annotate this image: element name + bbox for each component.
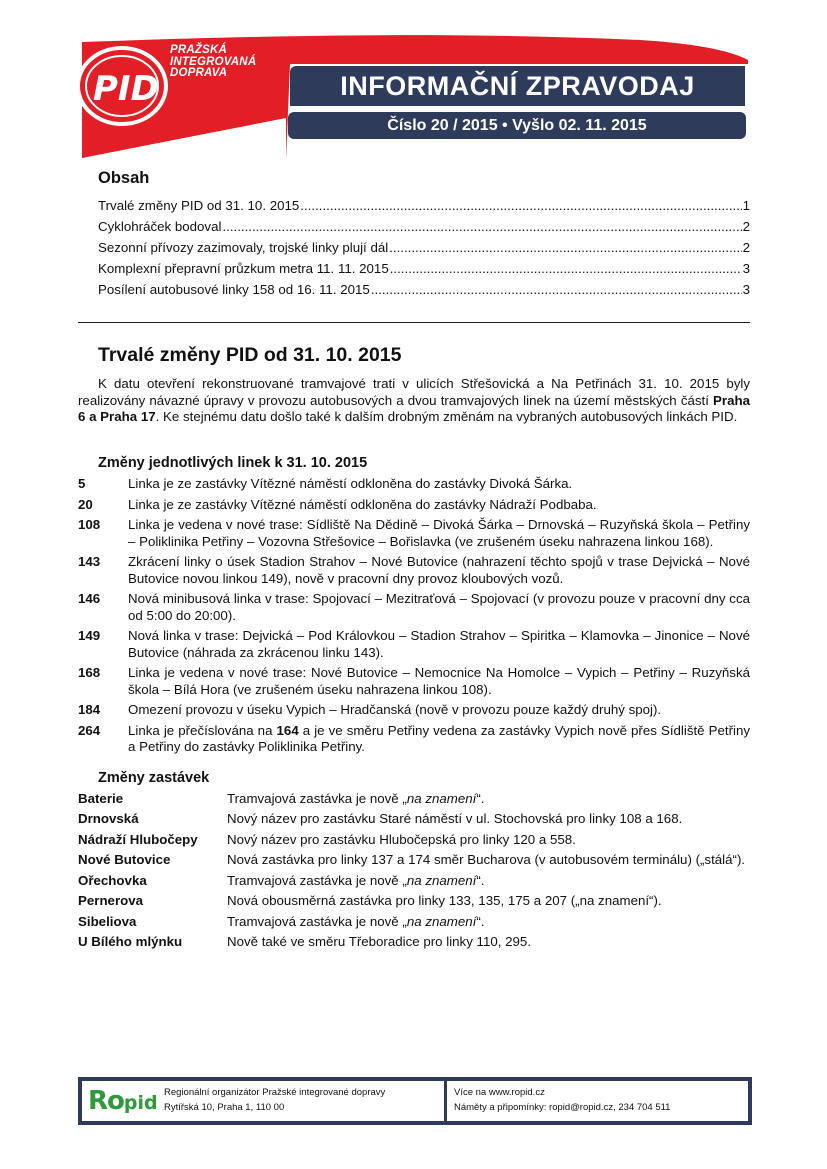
- organization-address: Rytířská 10, Praha 1, 110 00: [164, 1102, 285, 1113]
- footer: [78, 1077, 752, 1125]
- footer-separator: [444, 1081, 447, 1121]
- line-number: 5: [78, 476, 86, 491]
- toc-item-title: Trvalé změny PID od 31. 10. 2015: [98, 198, 300, 213]
- line-change-row: [78, 702, 750, 719]
- toc-leader: [371, 279, 742, 300]
- stop-change-text: [227, 873, 750, 890]
- stop-text: Nový název pro zastávku Hlubočepská pro linky 120 a 558.: [227, 831, 576, 847]
- toc-item-page: 2: [742, 240, 750, 255]
- stop-name: Sibeliova: [78, 913, 137, 929]
- toc-title: Obsah: [98, 169, 150, 187]
- stop-change-text: [227, 914, 750, 931]
- line-change-row: [78, 591, 750, 624]
- stop-text-end: “.: [476, 872, 485, 888]
- toc-item[interactable]: [98, 237, 750, 258]
- stop-name: Ořechovka: [78, 872, 147, 888]
- line-number: 149: [78, 628, 101, 643]
- line-change-row: [78, 628, 750, 661]
- line-change-text: Nová minibusová linka v trase: Spojovací – Mezitraťová – Spojovací (v provozu pouze v pracovní dny cca od 5:00 do 20:00).: [128, 591, 750, 623]
- stop-change-text: [227, 811, 750, 828]
- stop-text-italic: na znamení: [406, 790, 477, 806]
- toc-item-title: Posílení autobusové linky 158 od 16. 11. 2015: [98, 282, 370, 297]
- line-number: 184: [78, 702, 101, 717]
- toc-leader: [390, 258, 742, 279]
- stop-text-end: “.: [476, 790, 485, 806]
- stops-heading: Změny zastávek: [98, 769, 210, 786]
- toc-item[interactable]: [98, 216, 750, 237]
- toc-item-title: Cyklohráček bodoval: [98, 219, 222, 234]
- toc-leader: [222, 216, 741, 237]
- stop-text: Tramvajová zastávka je nově „: [227, 872, 407, 888]
- website-link[interactable]: Více na www.ropid.cz: [454, 1087, 545, 1098]
- toc-item-page: 1: [742, 198, 750, 213]
- ropid-logo: [88, 1084, 158, 1120]
- stop-text: Nová obousměrná zastávka pro linky 133, 135, 175 a 207 („na znamení“).: [227, 893, 662, 908]
- toc-item[interactable]: [98, 279, 750, 300]
- stop-change-row: [78, 934, 750, 951]
- line-change-text: Zkrácení linky o úsek Stadion Strahov – Nové Butovice (nahrazení těchto spojů v trase Dejvická – Nové Butovice novou linkou 149), nově v pracovní dny provoz kloubových vozů.: [128, 554, 750, 586]
- intro-bold: Praha 6 a Praha 17: [78, 392, 750, 424]
- brand-name: [170, 45, 256, 80]
- brand-line-3: DOPRAVA: [170, 67, 228, 79]
- toc-item-title: Sezonní přívozy zazimovaly, trojské linky plují dál: [98, 240, 389, 255]
- stop-name: Drnovská: [78, 811, 139, 826]
- section-divider: [78, 322, 750, 323]
- stop-name: Nové Butovice: [78, 852, 171, 867]
- stop-change-text: [227, 893, 750, 910]
- line-264-new-number: 164: [276, 722, 299, 738]
- line-number: 168: [78, 665, 101, 680]
- stop-change-text: [227, 852, 750, 869]
- stop-change-row: [78, 893, 750, 910]
- line-change-row: [78, 497, 750, 514]
- footer-content: [82, 1081, 748, 1121]
- stop-change-text: [227, 832, 750, 849]
- stop-name: Nádraží Hlubočepy: [78, 831, 198, 847]
- stop-text: Tramvajová zastávka je nově „: [227, 790, 407, 806]
- footer-organization: [164, 1085, 385, 1115]
- line-change-row: [78, 476, 750, 493]
- line-number: 20: [78, 496, 93, 512]
- header: [0, 0, 827, 160]
- brand-line-1: PRAŽSKÁ: [170, 44, 227, 56]
- stop-change-row: [78, 852, 750, 869]
- line-change-text: Linka je ze zastávky Vítězné náměstí odkloněna do zastávky Divoká Šárka.: [128, 476, 573, 491]
- line-number: 146: [78, 591, 101, 606]
- stop-name: Baterie: [78, 790, 124, 806]
- intro-text-end: . Ke stejnému datu došlo také k dalším drobným změnám na vybraných autobusových linkách PID.: [155, 409, 738, 424]
- line-change-text: [128, 723, 750, 756]
- line-change-row: [78, 723, 750, 756]
- lines-heading: Změny jednotlivých linek k 31. 10. 2015: [98, 455, 368, 471]
- stop-text: Nově také ve směru Třeboradice pro linky 110, 295.: [227, 934, 532, 949]
- line-change-text: Linka je ze zastávky Vítězné náměstí odkloněna do zastávky Nádraží Podbaba.: [128, 496, 597, 512]
- stop-change-text: [227, 934, 750, 951]
- line-change-row: [78, 554, 750, 587]
- line-number: 143: [78, 554, 101, 569]
- line-change-text: Linka je vedena v nové trase: Nové Butovice – Nemocnice Na Homolce – Vypich – Petřiny – Ruzyňská škola – Bílá Hora (ve zrušeném úseku nahrazena linkou 108).: [128, 665, 750, 697]
- line-number: 108: [78, 517, 101, 532]
- line-number: 264: [78, 722, 101, 738]
- stop-text: Nový název pro zastávku Staré náměstí v ul. Stochovská pro linky 108 a 168.: [227, 811, 683, 826]
- stop-change-text: [227, 791, 750, 808]
- issue-info: Číslo 20 / 2015 • Vyšlo 02. 11. 2015: [288, 112, 746, 139]
- toc-leader: [389, 237, 741, 258]
- toc-item[interactable]: [98, 195, 750, 216]
- toc-item-title: Komplexní přepravní průzkum metra 11. 11. 2015: [98, 261, 389, 276]
- line-change-text: Nová linka v trase: Dejvická – Pod Královkou – Stadion Strahov – Spiritka – Klamovka – Jinonice – Nové Butovice (náhrada za zkrácenou linku 143).: [128, 628, 750, 660]
- toc-leader: [300, 195, 741, 216]
- toc-item-page: 3: [742, 282, 750, 297]
- toc-item[interactable]: [98, 258, 750, 279]
- stop-change-row: [78, 873, 750, 890]
- toc-item-page: 3: [742, 261, 750, 276]
- stop-change-row: [78, 811, 750, 828]
- stop-name: Pernerova: [78, 893, 144, 908]
- stop-text: Tramvajová zastávka je nově „: [227, 913, 407, 929]
- contact-info[interactable]: Náměty a připomínky: ropid@ropid.cz, 234 704 511: [454, 1102, 671, 1113]
- organization-name: Regionální organizátor Pražské integrované dopravy: [164, 1087, 386, 1098]
- table-of-contents: [98, 167, 750, 300]
- line-change-text: Omezení provozu v úseku Vypich – Hradčanská (nově v provozu pouze každý druhý spoj).: [128, 702, 662, 717]
- article: [78, 342, 750, 955]
- intro-text: K datu otevření rekonstruované tramvajové trati v ulicích Střešovická a Na Petřinách 31. 10. 2015 byly realizovány návazné úpravy v provozu autobusových a dvou tramvajových linek na území městských částí: [78, 376, 750, 408]
- line-264-text: Linka je přečíslována na: [128, 722, 277, 738]
- newsletter-title: INFORMAČNÍ ZPRAVODAJ: [290, 66, 745, 106]
- ropid-logo-pid: pid: [123, 1092, 158, 1114]
- article-intro: [78, 376, 750, 442]
- footer-contact: [454, 1085, 670, 1115]
- brand-line-2: INTEGROVANÁ: [170, 55, 257, 68]
- stop-change-row: [78, 791, 750, 808]
- stop-text: Nová zastávka pro linky 137 a 174 směr Bucharova (v autobusovém terminálu) („stálá“).: [227, 852, 746, 867]
- stop-change-row: [78, 914, 750, 931]
- line-264-text-end: a je ve směru Petřiny vedena za zastávky Vypich nově přes Sídliště Petřiny a Petřiny do zastávky Poliklinika Petřiny.: [128, 722, 750, 754]
- line-change-row: [78, 517, 750, 550]
- stop-change-row: [78, 832, 750, 849]
- stop-name: U Bílého mlýnku: [78, 934, 183, 949]
- ropid-logo-ro: Ro: [88, 1086, 124, 1116]
- line-change-text: Linka je vedena v nové trase: Sídliště Na Dědině – Divoká Šárka – Drnovská – Ruzyňská škola – Petřiny – Poliklinika Petřiny – Vozovna Střešovice – Bořislavka (ve zrušeném úseku nahrazena linkou 168).: [128, 517, 750, 549]
- article-title: Trvalé změny PID od 31. 10. 2015: [98, 344, 402, 366]
- stop-text-italic: na znamení: [406, 913, 477, 929]
- pid-logo-text: PID: [93, 69, 159, 109]
- stop-text-italic: na znamení: [406, 872, 477, 888]
- stop-text-end: “.: [476, 913, 485, 929]
- line-change-row: [78, 665, 750, 698]
- toc-item-page: 2: [742, 219, 750, 234]
